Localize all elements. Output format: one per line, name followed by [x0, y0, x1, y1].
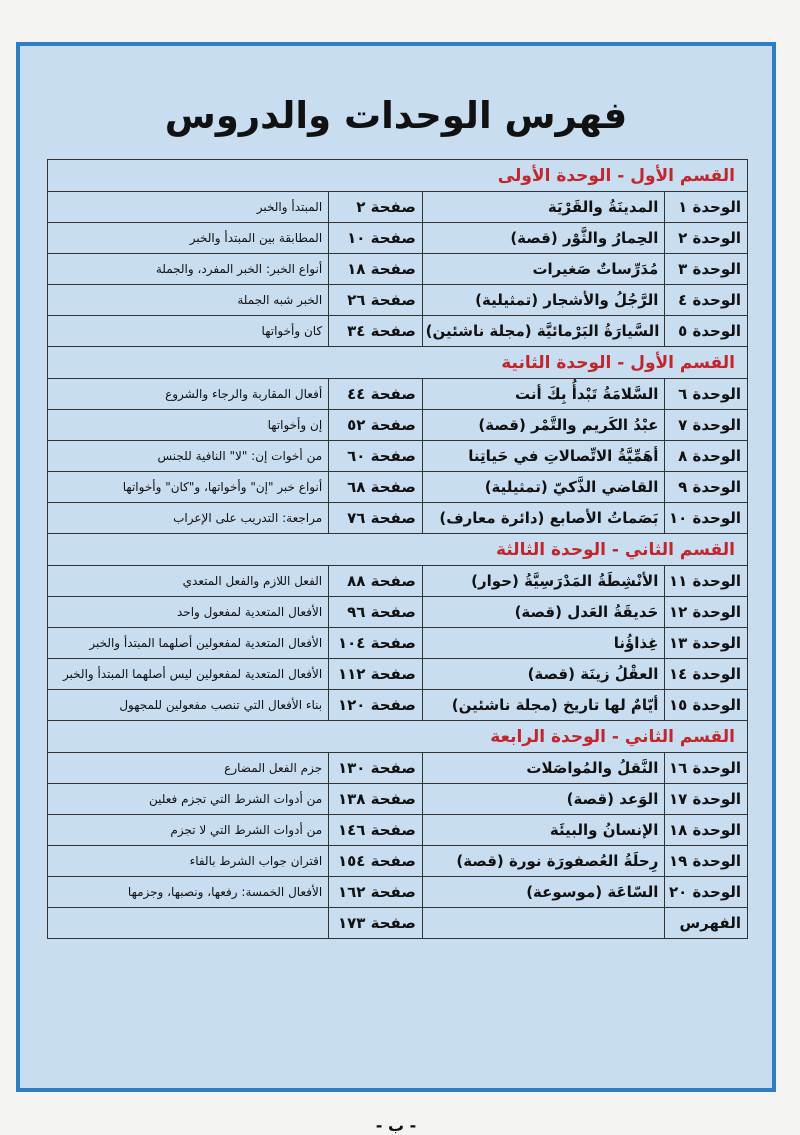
table-row — [48, 223, 748, 254]
table-row — [48, 379, 748, 410]
section-heading-row — [48, 721, 748, 753]
lesson-title: عبْدُ الكَريم والتَّمْر (قصة) — [422, 410, 665, 441]
lesson-title: الأنْشِطَةُ المَدْرَسِيَّةُ (حوار) — [422, 566, 665, 597]
unit-number: الوحدة ١٣ — [665, 628, 748, 659]
page-ref: صفحة ١٣٠ — [329, 753, 423, 784]
page-number: - ب - — [375, 1116, 417, 1135]
table-row — [48, 316, 748, 347]
toc-table — [47, 159, 748, 939]
grammar-topic: من أدوات الشرط التي لا تجزم — [48, 815, 329, 846]
page-ref: صفحة ٩٦ — [329, 597, 423, 628]
unit-number: الوحدة ١٩ — [665, 846, 748, 877]
lesson-title: الرَّجُلُ والأشجار (تمثيلية) — [422, 285, 665, 316]
table-row — [48, 877, 748, 908]
lesson-title: مُدَرِّساتٌ صَغيرات — [422, 254, 665, 285]
unit-number: الوحدة ١٢ — [665, 597, 748, 628]
grammar-topic: المطابقة بين المبتدأ والخبر — [48, 223, 329, 254]
index-row — [48, 908, 748, 939]
grammar-topic: من أخوات إن: "لا" النافية للجنس — [48, 441, 329, 472]
table-row — [48, 441, 748, 472]
lesson-title: النَّقلُ والمُواصَلات — [422, 753, 665, 784]
table-row — [48, 659, 748, 690]
lesson-title: أيّامٌ لها تاريخ (مجلة ناشئين) — [422, 690, 665, 721]
section-heading-row — [48, 347, 748, 379]
page-title: فهرس الوحدات والدروس — [164, 94, 628, 137]
lesson-title: رِحلَةُ العُصفورَة نورة (قصة) — [422, 846, 665, 877]
unit-number: الوحدة ١١ — [665, 566, 748, 597]
unit-number: الوحدة ٨ — [665, 441, 748, 472]
lesson-title: السّاعَة (موسوعة) — [422, 877, 665, 908]
table-row — [48, 472, 748, 503]
lesson-title: أهَمِّيَّةُ الاتِّصالاتِ في حَياتِنا — [422, 441, 665, 472]
page-ref: صفحة ١٤٦ — [329, 815, 423, 846]
table-row — [48, 566, 748, 597]
page-ref: صفحة ١٠ — [329, 223, 423, 254]
page-ref: صفحة ٧٦ — [329, 503, 423, 534]
grammar-topic: مراجعة: التدريب على الإعراب — [48, 503, 329, 534]
lesson-title: الإنسانُ والبيئَة — [422, 815, 665, 846]
table-row — [48, 784, 748, 815]
grammar-topic: الأفعال الخمسة: رفعها، ونصبها، وجزمها — [48, 877, 329, 908]
lesson-title: الوَعد (قصة) — [422, 784, 665, 815]
unit-number: الوحدة ٤ — [665, 285, 748, 316]
page-ref: صفحة ١٥٤ — [329, 846, 423, 877]
section-heading: القسم الأول - الوحدة الثانية — [48, 347, 748, 379]
unit-number: الوحدة ٩ — [665, 472, 748, 503]
index-label: الفهرس — [665, 908, 748, 939]
page-ref: صفحة ١٢٠ — [329, 690, 423, 721]
unit-number: الوحدة ٦ — [665, 379, 748, 410]
grammar-topic: بناء الأفعال التي تنصب مفعولين للمجهول — [48, 690, 329, 721]
table-row — [48, 254, 748, 285]
table-row — [48, 597, 748, 628]
page-ref: صفحة ٤٤ — [329, 379, 423, 410]
lesson-title: القاضي الذَّكيّ (تمثيلية) — [422, 472, 665, 503]
table-row — [48, 192, 748, 223]
grammar-topic: الأفعال المتعدية لمفعولين ليس أصلهما المبتدأ والخبر — [48, 659, 329, 690]
unit-number: الوحدة ٥ — [665, 316, 748, 347]
section-heading: القسم الثاني - الوحدة الرابعة — [48, 721, 748, 753]
grammar-topic: أفعال المقاربة والرجاء والشروع — [48, 379, 329, 410]
table-row — [48, 753, 748, 784]
unit-number: الوحدة ١٧ — [665, 784, 748, 815]
table-row — [48, 285, 748, 316]
lesson-title: الحِمارُ والثَّوْر (قصة) — [422, 223, 665, 254]
section-heading: القسم الأول - الوحدة الأولى — [48, 160, 748, 192]
section-heading: القسم الثاني - الوحدة الثالثة — [48, 534, 748, 566]
grammar-topic: الأفعال المتعدية لمفعولين أصلهما المبتدأ والخبر — [48, 628, 329, 659]
grammar-topic: المبتدأ والخبر — [48, 192, 329, 223]
page-frame — [16, 42, 776, 1135]
unit-number: الوحدة ٣ — [665, 254, 748, 285]
page-ref: صفحة ٥٢ — [329, 410, 423, 441]
unit-number: الوحدة ٢٠ — [665, 877, 748, 908]
grammar-topic: الخبر شبه الجملة — [48, 285, 329, 316]
unit-number: الوحدة ١٨ — [665, 815, 748, 846]
lesson-title: السَّيارَةُ البَرْمائيَّة (مجلة ناشئين) — [422, 316, 665, 347]
index-empty — [422, 908, 665, 939]
grammar-topic: أنواع الخبر: الخبر المفرد، والجملة — [48, 254, 329, 285]
lesson-title: المدينَةُ والقَرْيَة — [422, 192, 665, 223]
page-ref: صفحة ٦٨ — [329, 472, 423, 503]
unit-number: الوحدة ١٤ — [665, 659, 748, 690]
page-ref: صفحة ٨٨ — [329, 566, 423, 597]
page-ref: صفحة ١٣٨ — [329, 784, 423, 815]
unit-number: الوحدة ١٥ — [665, 690, 748, 721]
table-row — [48, 846, 748, 877]
table-row — [48, 628, 748, 659]
unit-number: الوحدة ٢ — [665, 223, 748, 254]
page-ref: صفحة ١١٢ — [329, 659, 423, 690]
lesson-title: السَّلامَةُ تَبْدأُ بِكَ أنت — [422, 379, 665, 410]
lesson-title: غِذاؤُنا — [422, 628, 665, 659]
lesson-title: العقْلُ زينَة (قصة) — [422, 659, 665, 690]
index-page-ref: صفحة ١٧٣ — [329, 908, 423, 939]
table-row — [48, 815, 748, 846]
grammar-topic: من أدوات الشرط التي تجزم فعلين — [48, 784, 329, 815]
unit-number: الوحدة ٧ — [665, 410, 748, 441]
index-empty — [48, 908, 329, 939]
grammar-topic: اقتران جواب الشرط بالفاء — [48, 846, 329, 877]
grammar-topic: جزم الفعل المضارع — [48, 753, 329, 784]
lesson-title: حَديقَةُ العَدل (قصة) — [422, 597, 665, 628]
grammar-topic: الفعل اللازم والفعل المتعدي — [48, 566, 329, 597]
page-ref: صفحة ٢ — [329, 192, 423, 223]
lesson-title: بَصَماتُ الأصابع (دائرة معارف) — [422, 503, 665, 534]
table-row — [48, 690, 748, 721]
page-ref: صفحة ٢٦ — [329, 285, 423, 316]
page-ref: صفحة ١٠٤ — [329, 628, 423, 659]
unit-number: الوحدة ١٠ — [665, 503, 748, 534]
unit-number: الوحدة ١ — [665, 192, 748, 223]
grammar-topic: إن وأخواتها — [48, 410, 329, 441]
table-row — [48, 503, 748, 534]
unit-number: الوحدة ١٦ — [665, 753, 748, 784]
grammar-topic: كان وأخواتها — [48, 316, 329, 347]
grammar-topic: أنواع خبر "إن" وأخواتها، و"كان" وأخواتها — [48, 472, 329, 503]
page-ref: صفحة ١٨ — [329, 254, 423, 285]
page-ref: صفحة ٦٠ — [329, 441, 423, 472]
section-heading-row — [48, 160, 748, 192]
page-ref: صفحة ١٦٢ — [329, 877, 423, 908]
page-ref: صفحة ٣٤ — [329, 316, 423, 347]
grammar-topic: الأفعال المتعدية لمفعول واحد — [48, 597, 329, 628]
table-row — [48, 410, 748, 441]
section-heading-row — [48, 534, 748, 566]
